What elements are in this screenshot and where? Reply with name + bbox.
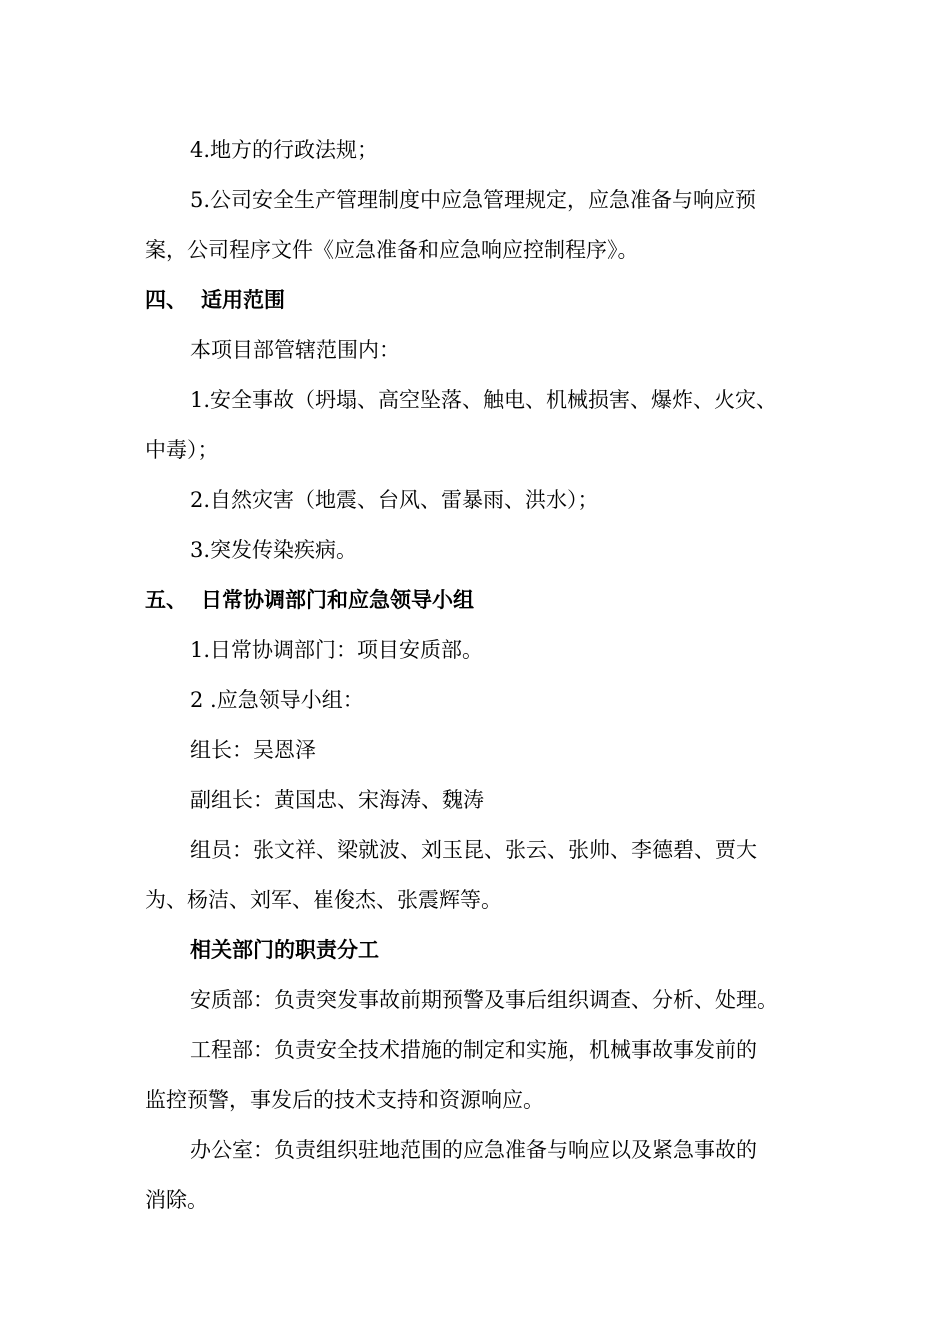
- duty-anzhi-dept: 安质部：负责突发事故前期预警及事后组织调查、分析、处理。: [190, 988, 778, 1012]
- basis-item-4: 4.地方的行政法规；: [190, 138, 379, 162]
- duty-engineering-line-1: 工程部：负责安全技术措施的制定和实施，机械事故事发前的: [190, 1038, 757, 1062]
- duty-office-line-1: 办公室：负责组织驻地范围的应急准备与响应以及紧急事故的: [190, 1138, 757, 1162]
- section-4-item-1-line-2: 中毒）；: [145, 438, 219, 462]
- duty-engineering-line-2: 监控预警，事发后的技术支持和资源响应。: [145, 1088, 544, 1112]
- section-5-number: 五、: [145, 587, 187, 612]
- section-5-heading: [145, 586, 815, 614]
- group-leader: 组长：吴恩泽: [190, 738, 316, 762]
- section-4-heading: [145, 286, 815, 314]
- deputy-leaders: 副组长：黄国忠、宋海涛、魏涛: [190, 788, 484, 812]
- section-4-item-3: 3.突发传染疾病。: [190, 538, 358, 562]
- section-4-intro: 本项目部管辖范围内：: [190, 338, 400, 362]
- section-5-item-1: 1.日常协调部门：项目安质部。: [190, 638, 484, 662]
- members-line-2: 为、杨洁、刘军、崔俊杰、张震辉等。: [145, 888, 502, 912]
- section-4-number: 四、: [145, 287, 187, 312]
- section-4-item-1-line-1: 1.安全事故（坍塌、高空坠落、触电、机械损害、爆炸、火灾、: [190, 388, 778, 412]
- basis-item-5-line-1: 5.公司安全生产管理制度中应急管理规定，应急准备与响应预: [190, 188, 757, 212]
- section-4-title: 适用范围: [201, 287, 285, 312]
- basis-item-5-line-2: 案，公司程序文件《应急准备和应急响应控制程序》。: [145, 238, 639, 262]
- duties-heading: 相关部门的职责分工: [190, 937, 379, 962]
- members-line-1: 组员：张文祥、梁就波、刘玉昆、张云、张帅、李德碧、贾大: [190, 838, 757, 862]
- section-5-item-2: 2 .应急领导小组：: [190, 688, 364, 712]
- section-4-item-2: 2.自然灾害（地震、台风、雷暴雨、洪水）；: [190, 488, 599, 512]
- section-5-title: 日常协调部门和应急领导小组: [201, 587, 474, 612]
- duty-office-line-2: 消除。: [145, 1188, 208, 1212]
